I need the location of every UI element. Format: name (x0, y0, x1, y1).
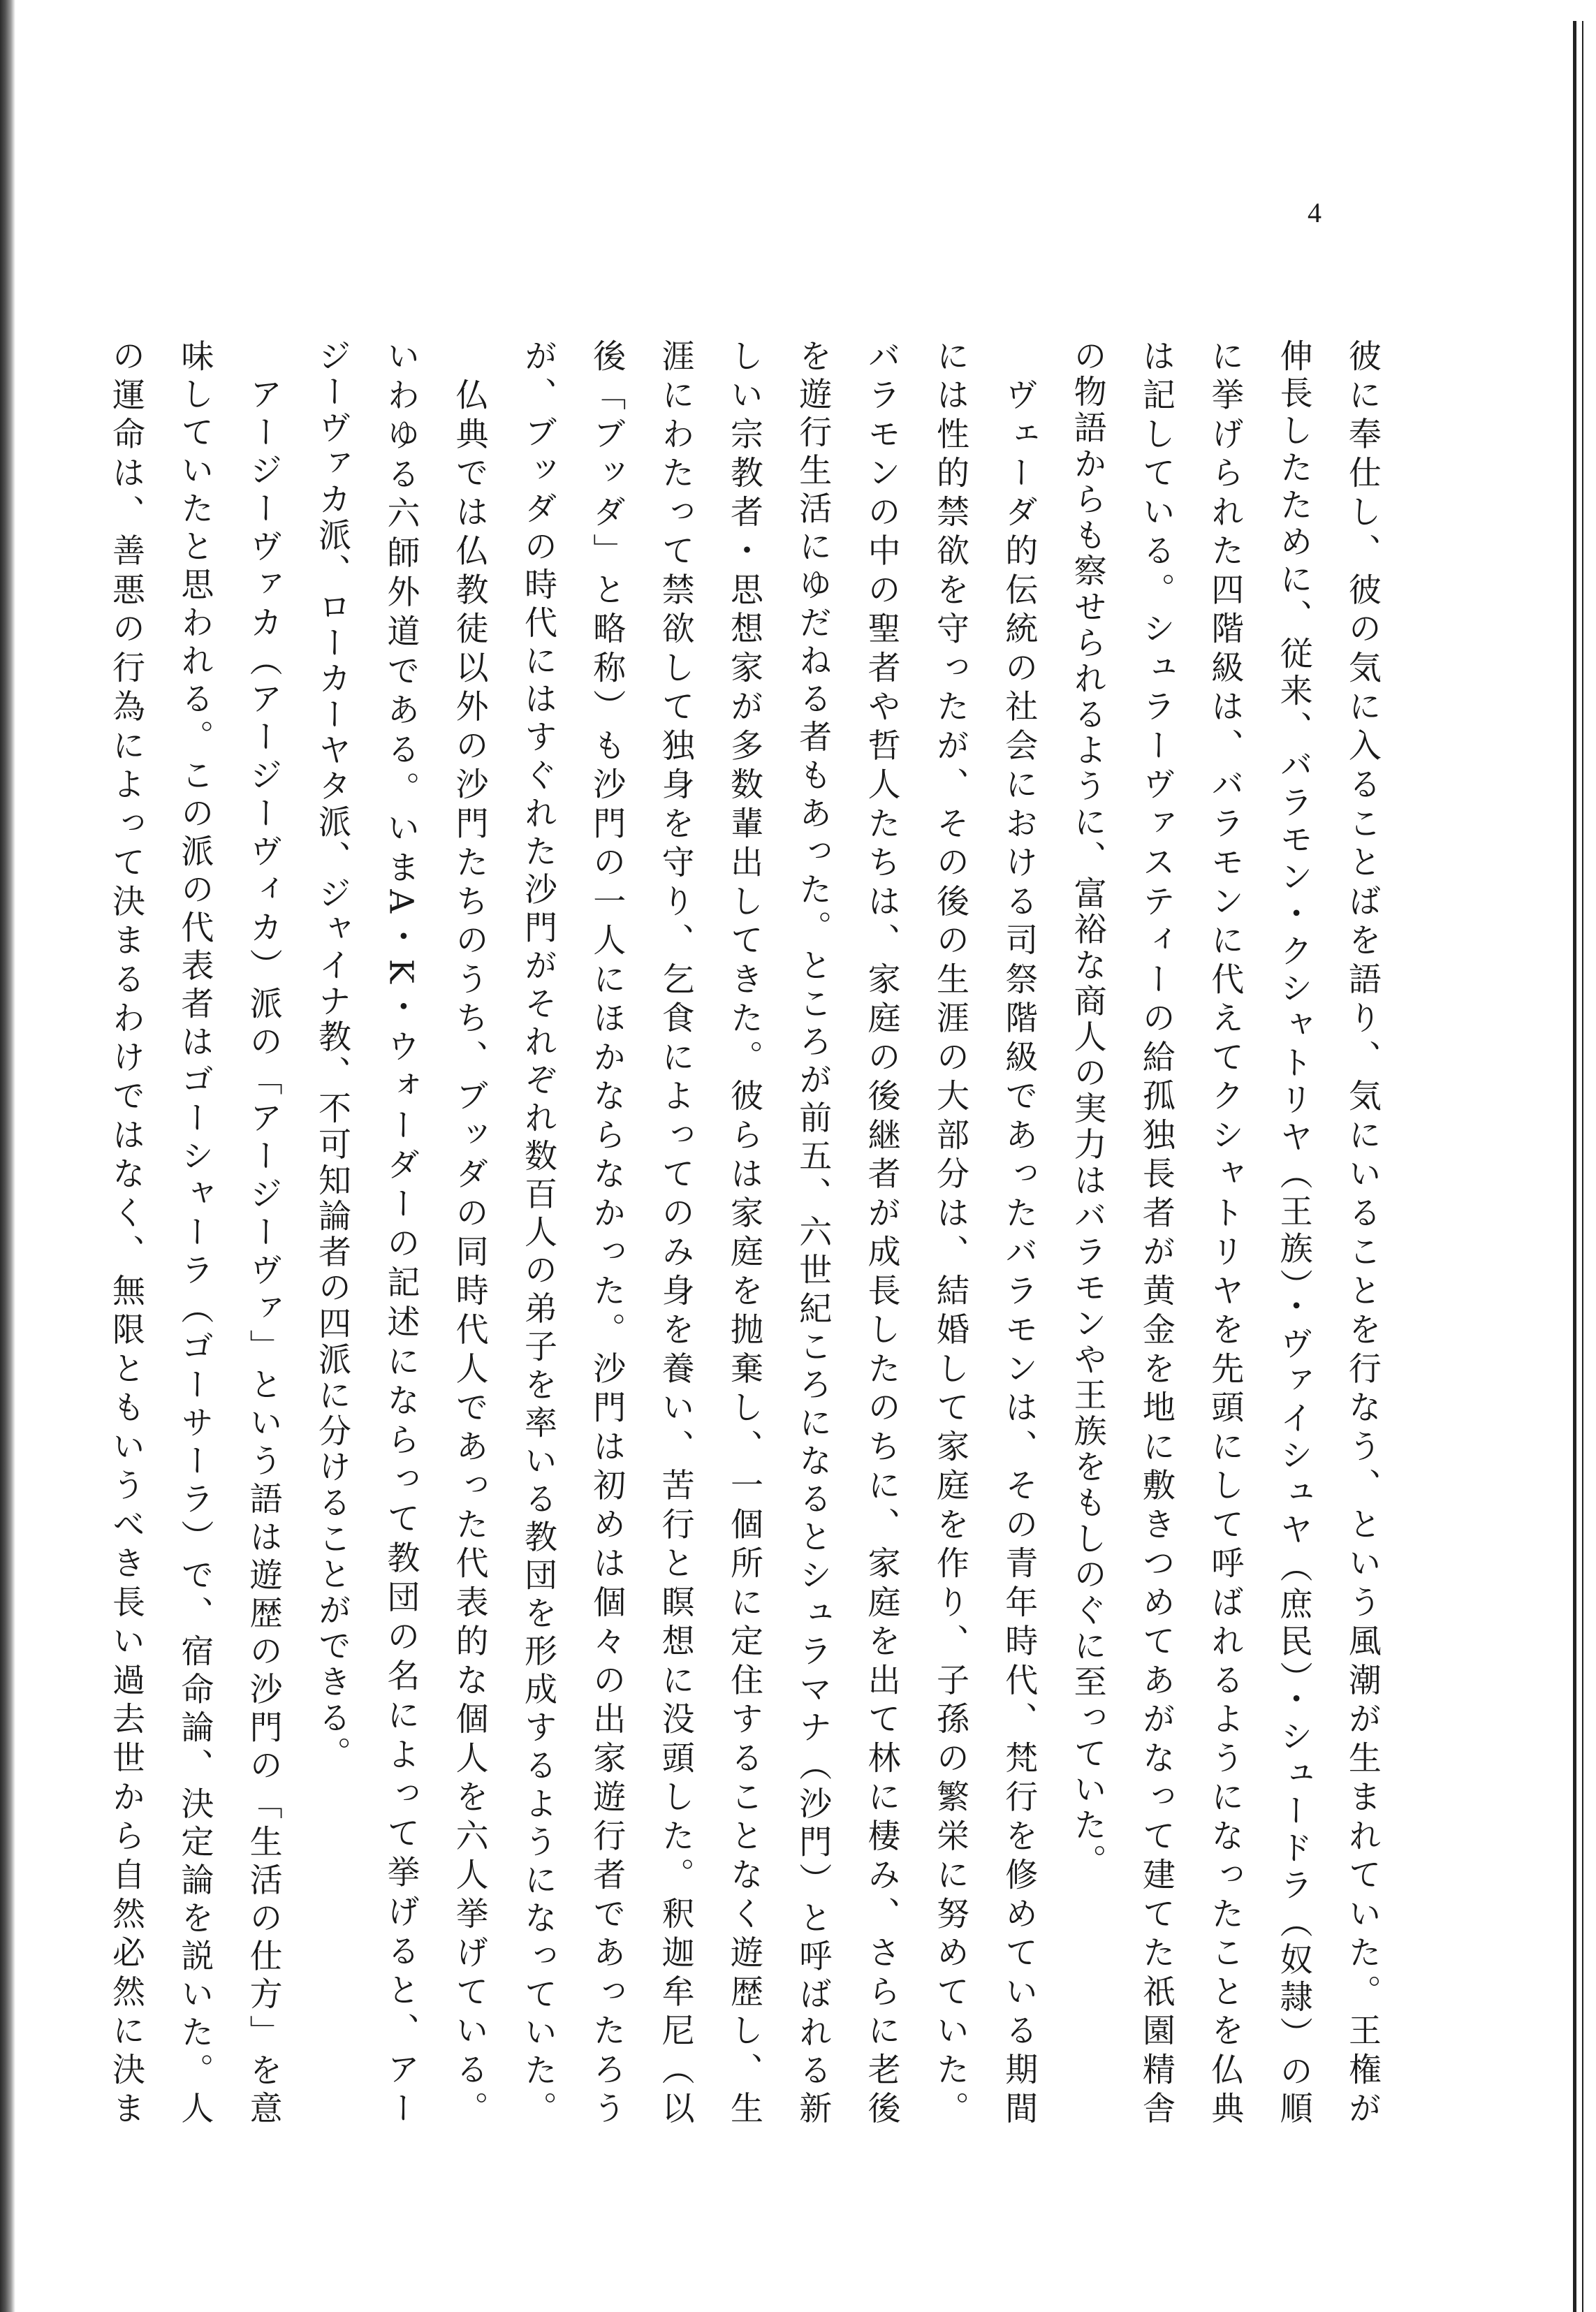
text-column-3: に挙げられた四階級は、バラモンに代えてクシャトリヤを先頭にして呼ばれるようになったことを仏典 (1206, 339, 1245, 2127)
text-column-18: 味していたと思われる。この派の代表者はゴーシャーラ（ゴーサーラ）で、宿命論、決定論を説いた。人 (175, 339, 214, 2127)
text-column-7: には性的禁欲を守ったが、その後の生涯の大部分は、結婚して家庭を作り、子孫の繁栄に努めていた。 (930, 339, 969, 2127)
text-column-19: の運命は、善悪の行為によって決まるわけではなく、無限ともいうべき長い過去世から自然必然に決ま (107, 339, 145, 2127)
page-edge-rule (1573, 21, 1576, 2312)
text-column-14: 仏典では仏教徒以外の沙門たちのうち、ブッダの同時代人であった代表的な個人を六人挙げている。 (450, 339, 489, 2127)
text-column-17: アージーヴァカ（アージーヴィカ）派の「アージーヴァ」という語は遊歴の沙門の「生活の仕方」を意 (244, 339, 283, 2127)
page-edge-rule-thin (1582, 21, 1583, 2312)
page-number: 4 (1308, 197, 1322, 228)
text-column-13: が、ブッダの時代にはすぐれた沙門がそれぞれ数百人の弟子を率いる教団を形成するようになっていた。 (518, 339, 557, 2127)
text-column-10: しい宗教者・思想家が多数輩出してきた。彼らは家庭を抛棄し、一個所に定住することなく遊歴し、生 (724, 339, 763, 2127)
text-column-16: ジーヴァカ派、ローカーヤタ派、ジャイナ教、不可知論者の四派に分けることができる。 (312, 339, 351, 1772)
text-column-15: いわゆる六師外道である。いまA・K・ウォーダーの記述にならって教団の名によって挙げると、アー (381, 339, 420, 2127)
text-column-2: 伸長したために、従来、バラモン・クシャトリヤ（王族）・ヴァイシュヤ（庶民）・シュードラ（奴隷）の順 (1274, 339, 1313, 2127)
vertical-text-body (105, 339, 1383, 2127)
text-column-8: バラモンの中の聖者や哲人たちは、家庭の後継者が成長したのちに、家庭を出て林に棲み、さらに老後 (862, 339, 901, 2127)
text-column-5: の物語からも察せられるように、富裕な商人の実力はバラモンや王族をもしのぐに至っていた。 (1068, 339, 1107, 1880)
text-column-9: を遊行生活にゆだねる者もあった。ところが前五、六世紀ころになるとシュラマナ（沙門）と呼ばれる新 (793, 339, 833, 2127)
text-column-6: ヴェーダ的伝統の社会における司祭階級であったバラモンは、その青年時代、梵行を修めている期間 (1000, 339, 1039, 2127)
scan-binding-shadow (0, 0, 15, 2312)
text-column-4: は記している。シュラーヴァスティーの給孤独長者が黄金を地に敷きつめてあがなって建てた祇園精舎 (1136, 339, 1176, 2127)
text-column-11: 涯にわたって禁欲して独身を守り、乞食によってのみ身を養い、苦行と瞑想に没頭した。釈迦牟尼（以 (656, 339, 695, 2127)
text-column-1: 彼に奉仕し、彼の気に入ることばを語り、気にいることを行なう、という風潮が生まれていた。王権が (1342, 339, 1382, 2127)
text-column-12: 後「ブッダ」と略称）も沙門の一人にほかならなかった。沙門は初めは個々の出家遊行者であったろう (587, 339, 627, 2127)
